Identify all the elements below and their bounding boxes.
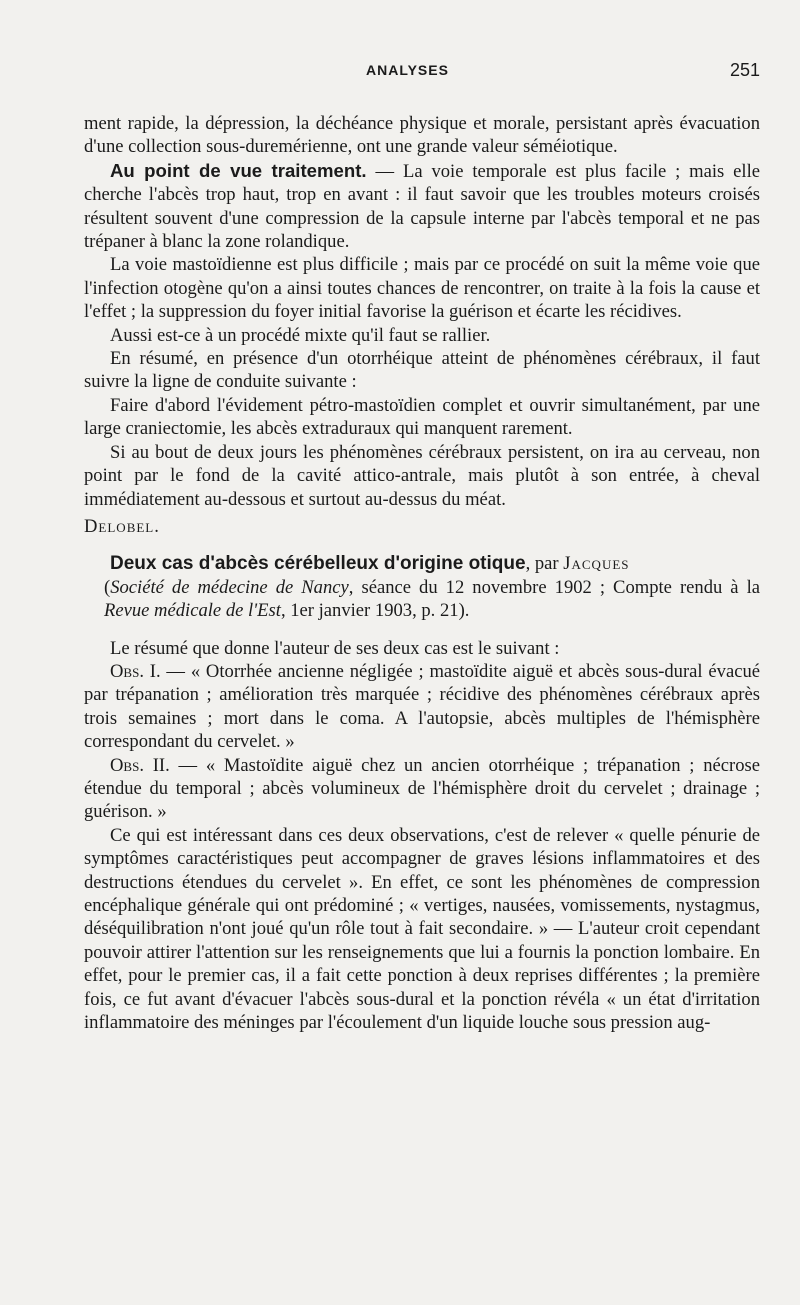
article-heading [84, 552, 760, 575]
observation-1 [84, 660, 760, 754]
citation-journal: Revue médicale de l'Est [104, 600, 281, 622]
citation-society: Société de médecine de Nancy [110, 576, 349, 598]
paragraph-discussion: Ce qui est intéressant dans ces deux observations, c'est de relever « quelle pénurie de symptômes caractéristiques peut accompagner de graves lésions inflammatoires et des destructions étendues du cervelet ». En effet, ce sont les phénomènes de compression encéphalique générale qui ont prédominé ; « vertiges, nausées, vomissements, nystagmus, déséquilibration n'ont joué qu'un rôle tout à fait secondaire. » — L'auteur croit cependant pouvoir attirer l'attention sur les renseignements que lui a fournis la ponction lombaire. En effet, pour le premier cas, il a fait cette ponction à deux reprises différentes ; la première fois, ce fut avant d'évacuer l'abcès sous-dural et la ponction révéla « un état d'irritation inflammatoire des méninges par l'écoulement d'un liquide louche sous pression aug- [84, 824, 760, 1034]
paragraph-continuation: ment rapide, la dépression, la déchéance physique et morale, persistant après évacuation d'une collection sous-duremérienne, ont une grande valeur séméiotique. [84, 113, 760, 158]
article-citation [84, 576, 760, 623]
article-par: , par [525, 553, 564, 575]
observation-2-text: — « Mastoïdite aiguë chez un ancien otorrhéique ; trépanation ; nécrose étendue du temporal ; abcès volumineux de l'hémisphère droit du cervelet ; drainage ; guérison. » [84, 754, 760, 823]
running-head: ANALYSES [366, 62, 449, 78]
paragraph-summary: En résumé, en présence d'un otorrhéique atteint de phénomènes cérébraux, il faut suivre la ligne de conduite suivante : [84, 348, 760, 393]
page-body [84, 112, 760, 1034]
signature: Delobel. [84, 515, 160, 537]
citation-end: , 1er janvier 1903, p. 21). [280, 600, 470, 622]
page-number: 251 [729, 60, 760, 80]
article-author: Jacques [563, 553, 630, 575]
paragraph-treatment-text: — La voie temporale est plus facile ; mais elle cherche l'abcès trop haut, trop en avant : il faut savoir que les troubles moteurs croisés résultent souvent d'une compression de la capsule interne par l'abcès temporal et ne pas trépaner à blanc la zone rolandique. [84, 160, 761, 253]
article-title: Deux cas d'abcès cérébelleux d'origine otique [110, 553, 526, 575]
section-lead: Au point de vue traitement. [110, 159, 367, 181]
paragraph-procedure: Faire d'abord l'évidement pétro-mastoïdien complet et ouvrir simultanément, par une large craniectomie, les abcès extraduraux qui manquent rarement. [84, 394, 760, 440]
paragraph-mixed: Aussi est-ce à un procédé mixte qu'il faut se rallier. [110, 324, 491, 346]
paragraph-intro: Le résumé que donne l'auteur de ses deux cas est le suivant : [110, 637, 560, 659]
citation-open: ( [104, 576, 111, 598]
observation-1-text: — « Otorrhée ancienne négligée ; mastoïdite aiguë et abcès sous-dural évacué par trépanation ; amélioration très marquée ; récidive des phénomènes cérébraux après trois semaines ; mort dans le coma. A l'autopsie, abcès multiples de l'hémisphère correspondant du cervelet. » [84, 660, 760, 753]
observation-2-label: Obs. II. [110, 754, 170, 776]
paragraph-treatment [84, 159, 760, 254]
page-header [84, 62, 760, 90]
citation-mid: , séance du 12 novembre 1902 ; Compte rendu à la [348, 576, 761, 598]
paragraph-mastoid: La voie mastoïdienne est plus difficile ; mais par ce procédé on suit la même voie que l'infection otogène qu'on a ainsi toutes chances de rencontrer, on traite à la fois la cause et l'effet ; la suppression du foyer initial favorise la guérison et écarte les récidives. [84, 254, 760, 323]
paragraph-followup: Si au bout de deux jours les phénomènes cérébraux persistent, on ira au cerveau, non point par le fond de la cavité attico-antrale, mais plutôt à son entrée, à cheval immédiatement au-dessous et surtout au-dessus du méat. [84, 441, 760, 510]
observation-2 [84, 754, 760, 824]
observation-1-label: Obs. I. [110, 660, 161, 682]
